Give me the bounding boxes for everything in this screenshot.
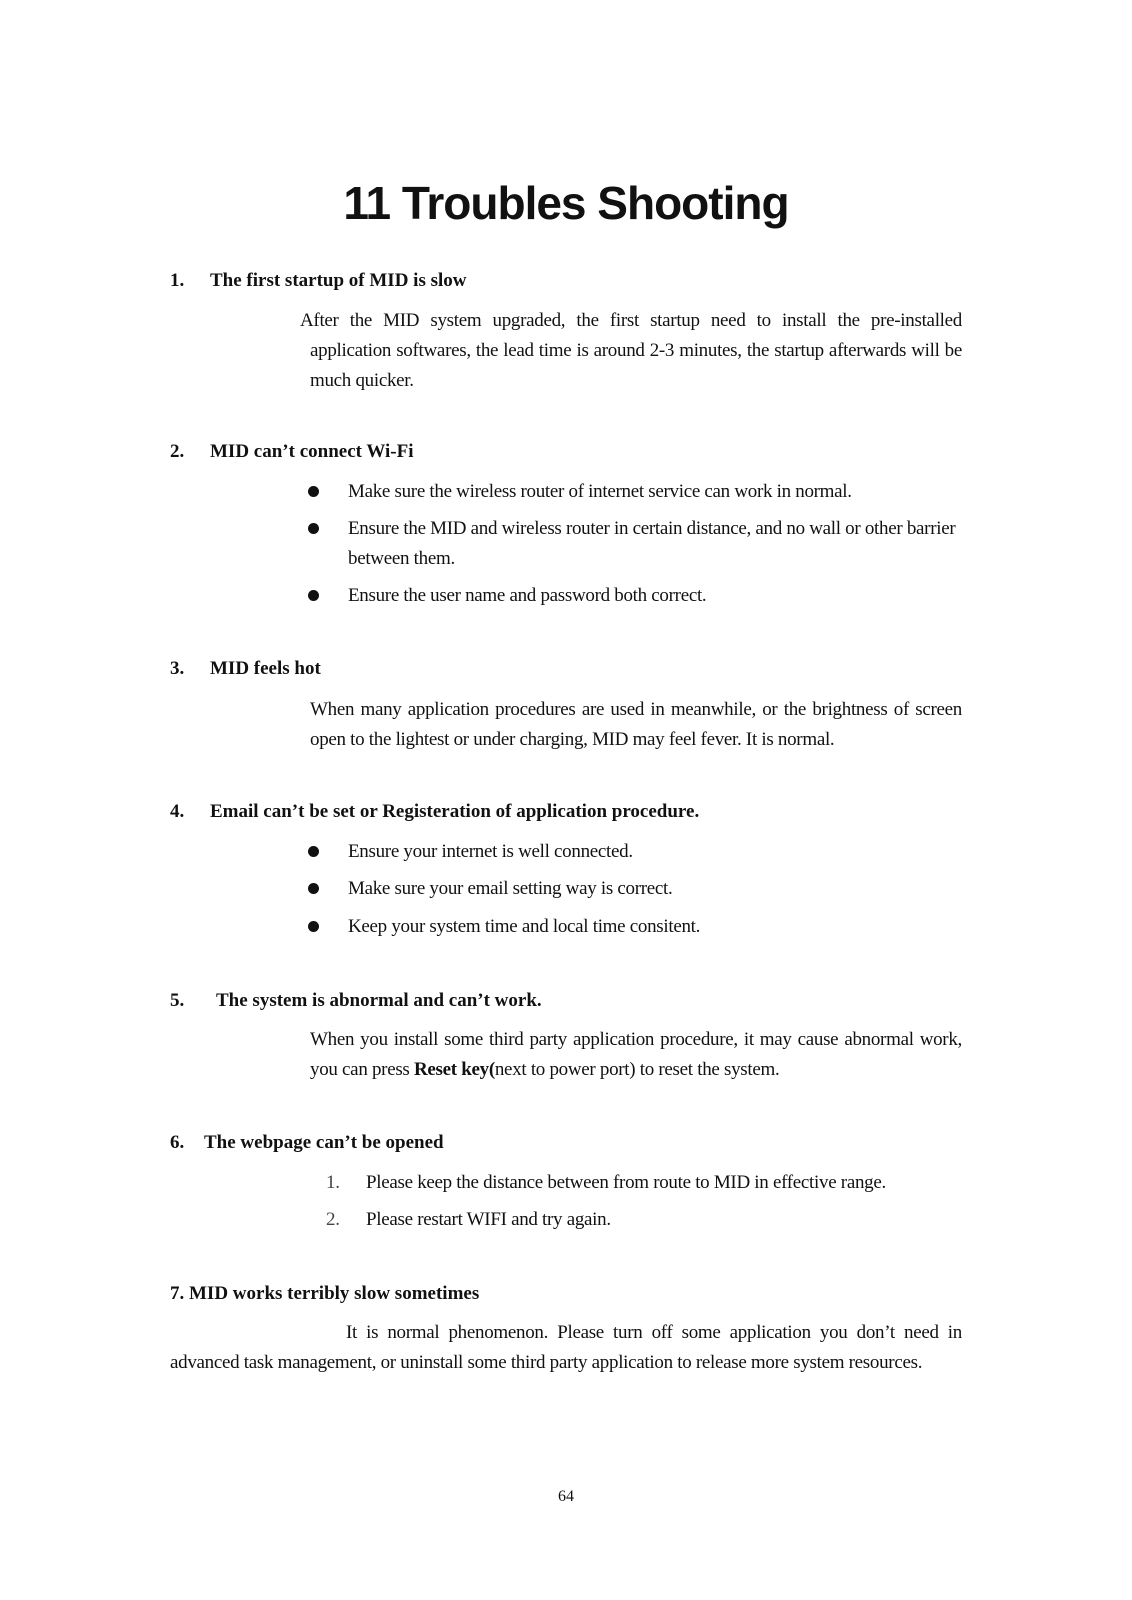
list-item <box>326 1168 966 1198</box>
bullet-dot-icon <box>308 590 319 601</box>
section-number: 4. <box>170 801 185 822</box>
section-paragraph-3: When many application procedures are used in meanwhile, or the brightness of screen open to the lightest or under charging, MID may feel fever. It is normal. <box>310 699 962 750</box>
section-number: 3. <box>170 658 185 679</box>
list-item-text: Ensure your internet is well connected. <box>348 841 633 862</box>
reset-key-label: Reset key( <box>413 1059 495 1080</box>
section-heading-text: The system is abnormal and can’t work. <box>216 990 542 1011</box>
section-paragraph-7: It is normal phenomenon. Please turn off some application you don’t need in advanced task management, or uninstall some third party application to release more system resources. <box>170 1322 962 1373</box>
bullet-dot-icon <box>308 921 319 932</box>
section-heading-7 <box>170 1283 479 1305</box>
section-heading-text: 7. MID works terribly slow sometimes <box>170 1283 480 1304</box>
list-item-text: Please keep the distance between from route to MID in effective range. <box>366 1172 886 1193</box>
section-heading-1 <box>170 270 467 292</box>
list-item <box>308 514 968 574</box>
section-number: 2. <box>170 441 185 462</box>
list-item <box>308 912 968 942</box>
section-heading-text: The first startup of MID is slow <box>210 270 467 291</box>
section-paragraph-5 <box>310 1025 962 1085</box>
section-heading-text: Email can’t be set or Registeration of application procedure. <box>210 801 700 822</box>
section-number: 5. <box>170 990 185 1011</box>
section-heading-4 <box>170 801 699 823</box>
list-item-text: Keep your system time and local time consitent. <box>348 916 701 937</box>
section-paragraph-1: After the MID system upgraded, the first startup need to install the pre-installed application softwares, the lead time is around 2-3 minutes, the startup afterwards will be much quicker. <box>300 310 962 391</box>
list-item-number: 2. <box>326 1209 340 1230</box>
section-heading-text: MID can’t connect Wi-Fi <box>210 441 414 462</box>
section-heading-5 <box>170 990 542 1012</box>
list-item <box>326 1205 966 1235</box>
bullet-dot-icon <box>308 523 319 534</box>
section-heading-2 <box>170 441 414 463</box>
list-item-number: 1. <box>326 1172 340 1193</box>
section-heading-text: MID feels hot <box>210 658 321 679</box>
list-item-text: Make sure your email setting way is correct. <box>348 878 673 899</box>
section-number: 6. <box>170 1132 185 1153</box>
page-number: 64 <box>558 1488 574 1505</box>
list-item <box>308 477 968 507</box>
bullet-dot-icon <box>308 486 319 497</box>
bullet-dot-icon <box>308 883 319 894</box>
bullet-dot-icon <box>308 846 319 857</box>
list-item-text: Ensure the MID and wireless router in certain distance, and no wall or other barrier between them. <box>348 518 956 569</box>
section-heading-text: The webpage can’t be opened <box>204 1132 444 1153</box>
list-item-text: Ensure the user name and password both correct. <box>348 585 707 606</box>
paragraph-text: When you install some third party application procedure, it may cause abnormal work, you can press <box>310 1029 962 1080</box>
paragraph-text: next to power port) to reset the system. <box>494 1059 780 1080</box>
list-item <box>308 874 968 904</box>
list-item-text: Please restart WIFI and try again. <box>366 1209 611 1230</box>
section-heading-3 <box>170 658 321 680</box>
section-heading-6 <box>170 1132 444 1154</box>
list-item-text: Make sure the wireless router of internet service can work in normal. <box>348 481 852 502</box>
list-item <box>308 837 968 867</box>
list-item <box>308 581 968 611</box>
page-title: 11 Troubles Shooting <box>343 177 789 229</box>
section-number: 1. <box>170 270 185 291</box>
